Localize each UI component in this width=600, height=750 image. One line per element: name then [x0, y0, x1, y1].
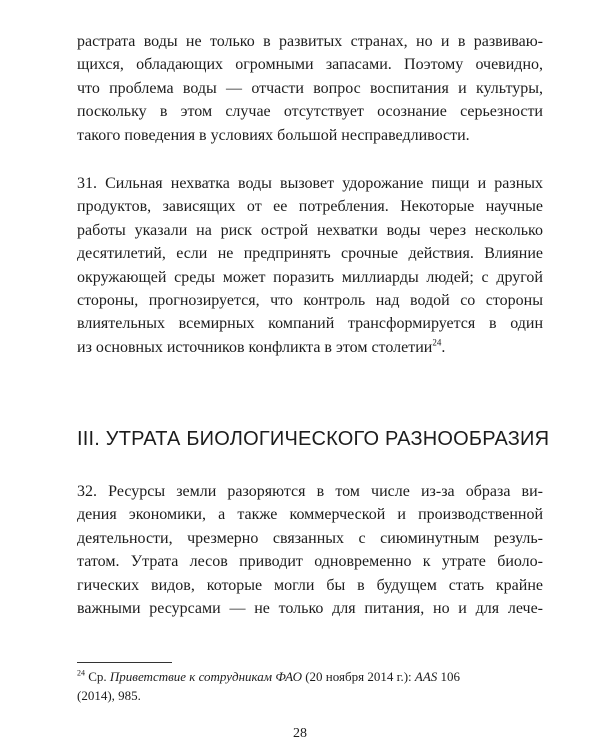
- footnote-reference[interactable]: 24: [432, 337, 442, 348]
- footnote-line: (2014), 985.: [77, 687, 141, 703]
- footnote-date: (20 ноября 2014 г.):: [301, 669, 415, 684]
- text-line-body: из основных источников конфликта в этом столетии: [77, 338, 433, 356]
- text-line: что проблема воды — отчасти вопрос воспитания и культуры,: [77, 79, 543, 97]
- paragraph-31: [77, 172, 543, 359]
- footnote-ref: 106: [437, 669, 461, 684]
- paragraph-32: [77, 480, 543, 620]
- text-line-last: [77, 336, 543, 359]
- text-line: поскольку в этом случае отсутствует осознание серьезности: [77, 103, 543, 121]
- footnote-line: [77, 668, 543, 687]
- section-heading: III. УТРАТА БИОЛОГИЧЕСКОГО РАЗНООБРАЗИЯ: [77, 428, 550, 450]
- footnote-title: Приветствие к сотрудникам ФАО: [109, 669, 302, 684]
- text-line: 31. Сильная нехватка воды вызовет удорожание пищи и разных: [77, 175, 543, 192]
- text-line: стороны, прогнозируется, что контроль над водой со стороны: [77, 292, 543, 310]
- text-line: окружающей среды может поразить миллиарды людей; с другой: [77, 268, 543, 286]
- footnote-journal: AAS: [414, 669, 438, 684]
- sentence-end: .: [441, 338, 446, 356]
- text-line: продуктов, зависящих от ее потребления. Некоторые научные: [77, 198, 543, 216]
- paragraph-continuation: [77, 30, 543, 147]
- text-line: гических видов, которые могли бы в будущем стать крайне: [77, 576, 543, 594]
- text-line: татом. Утрата лесов приводит одновременно к утрате биоло-: [77, 553, 543, 571]
- text-line: десятилетий, если не предпринять срочные действия. Влияние: [77, 245, 543, 263]
- footnote-number: 24: [77, 668, 85, 678]
- text-line: деятельности, чрезмерно связанных с сиюминутным резуль-: [77, 529, 543, 547]
- text-line: растрата воды не только в развитых странах, но и в развиваю-: [77, 33, 543, 50]
- footnote-divider: [77, 662, 172, 663]
- text-line: работы указали на риск острой нехватки воды через несколько: [77, 221, 543, 239]
- text-line: дения экономики, а также коммерческой и производственной: [77, 506, 543, 524]
- page-number: 28: [293, 726, 307, 741]
- text-line: такого поведения в условиях большой несправедливости.: [77, 126, 470, 144]
- footnote: [77, 668, 543, 705]
- text-line: щихся, обладающих огромными запасами. Поэтому очевидно,: [77, 56, 543, 74]
- text-line: важными ресурсами — не только для питания, но и для лече-: [77, 600, 543, 618]
- footnote-prefix: Ср.: [88, 669, 110, 684]
- text-line: 32. Ресурсы земли разоряются в том числе из-за образа ви-: [77, 483, 543, 500]
- text-line: влиятельных всемирных компаний трансформируется в один: [77, 315, 543, 333]
